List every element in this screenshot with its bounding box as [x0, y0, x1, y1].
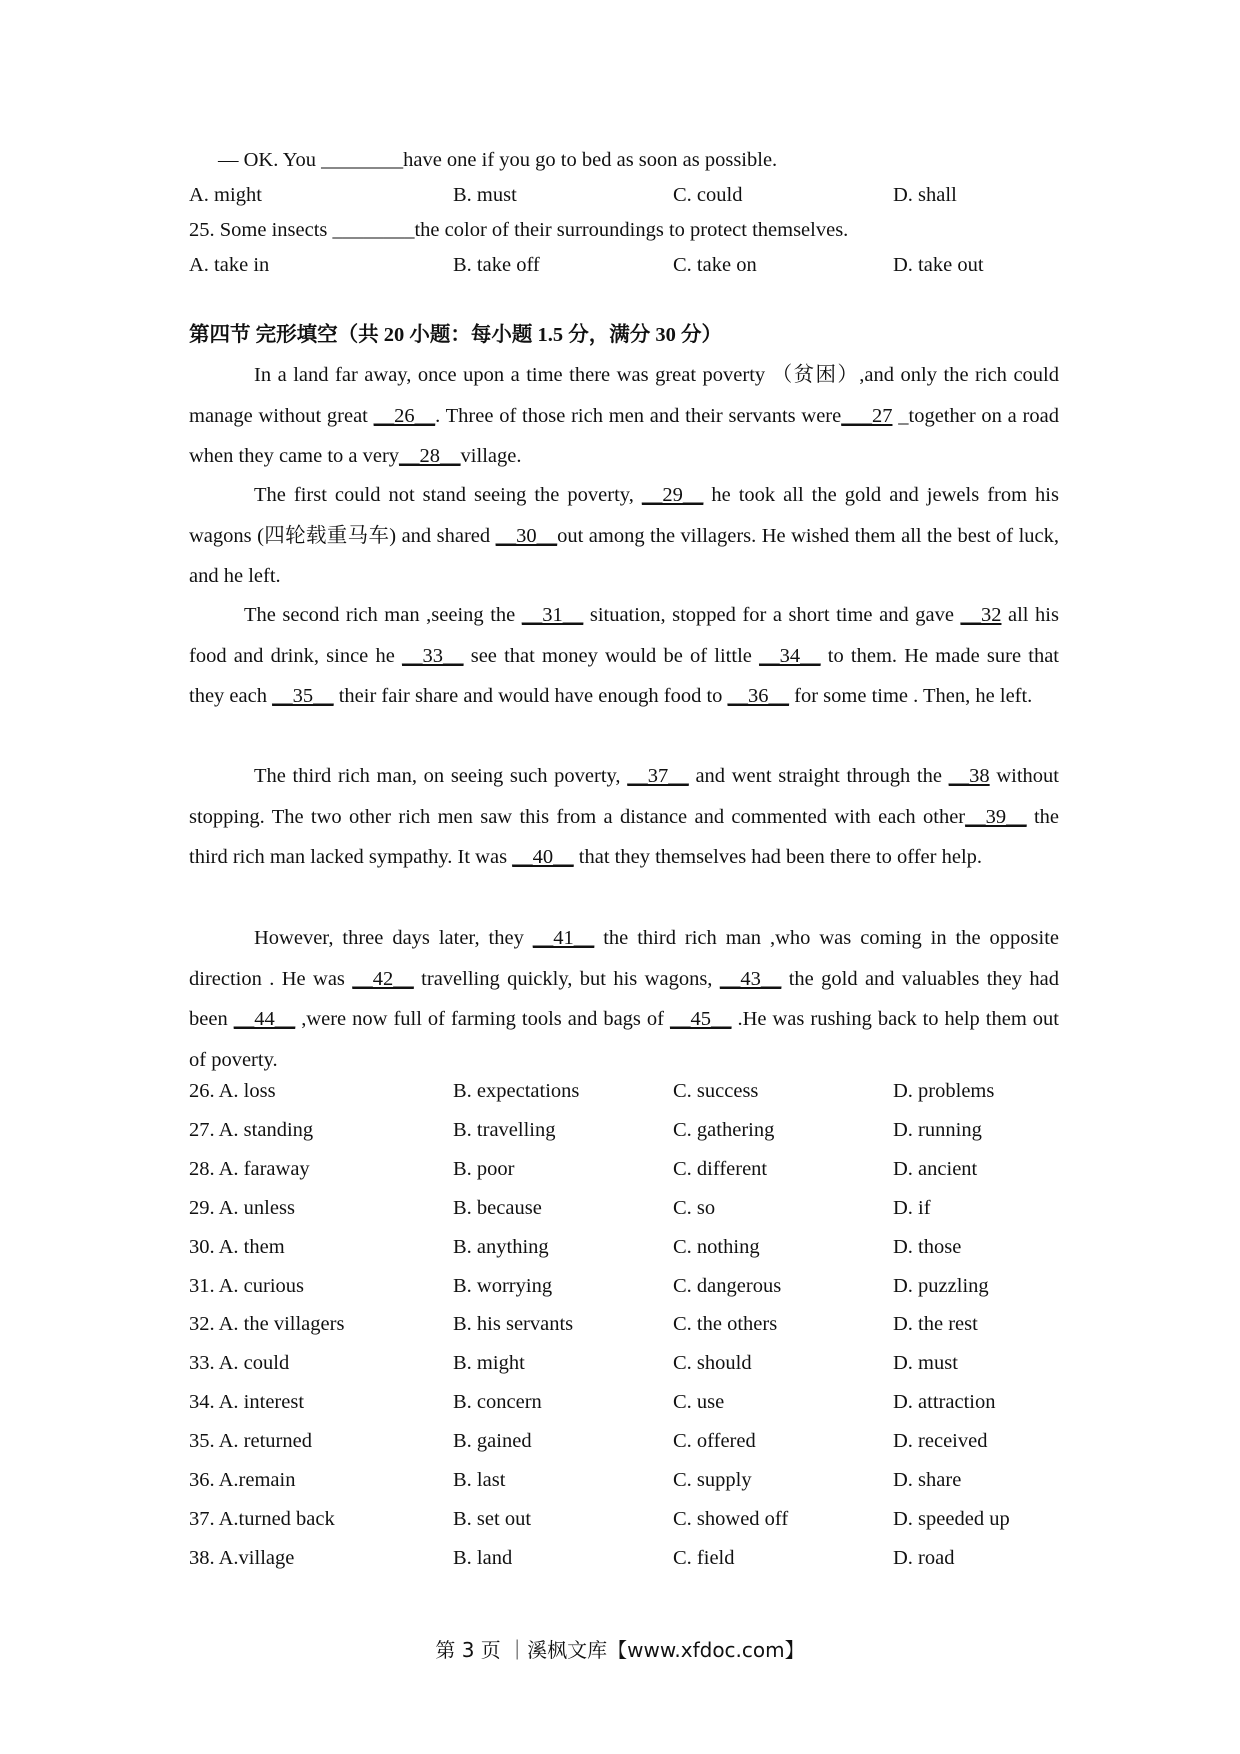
blank-32: __32 [960, 604, 1002, 626]
option-a: 26. A. loss [189, 1080, 276, 1102]
option-d: D. puzzling [893, 1274, 989, 1297]
option-d: D. road [893, 1546, 955, 1569]
option-a: 32. A. the villagers [189, 1313, 345, 1336]
option-b: B. his servants [453, 1313, 574, 1336]
option-a: 31. A. curious [189, 1274, 305, 1297]
question-row [189, 1310, 1069, 1338]
option-c: C. use [673, 1391, 725, 1414]
option-d: D. if [893, 1196, 931, 1219]
question-25-stem: 25. Some insects ________the color of their surroundings to protect themselves. [189, 219, 849, 241]
question-row [189, 1388, 1069, 1416]
option-a: 28. A. faraway [189, 1157, 310, 1180]
question-row [189, 1194, 1069, 1222]
option-b: B. travelling [453, 1118, 556, 1141]
question-row [189, 1544, 1069, 1572]
option-d: D. received [893, 1430, 988, 1453]
passage-paragraph-4: The third rich man, on seeing such poverty, __37__ and went straight through the __38 without stopping. The two other rich men saw this from a distance and commented with each other__39__ the third rich man lacked sympathy. It was __40__ that they themselves had been there to offer help. [189, 765, 1059, 868]
option-c: C. showed off [673, 1507, 789, 1530]
option-c: C. take on [673, 254, 757, 276]
option-b: B. worrying [453, 1274, 553, 1297]
option-d: D. speeded up [893, 1507, 1010, 1530]
option-d: D. share [893, 1469, 962, 1491]
option-c: C. field [673, 1546, 735, 1569]
option-b: B. last [453, 1469, 506, 1491]
option-d: D. those [893, 1235, 962, 1258]
passage-paragraph-2: The first could not stand seeing the poverty, __29__ he took all the gold and jewels from his wagons (四轮载重马车) and shared __30__out among the villagers. He wished them all the best of luck, and he left. [189, 484, 1059, 587]
question-25-options [189, 251, 1069, 279]
blank-43: __43__ [719, 967, 782, 990]
blank-39: __39__ [965, 805, 1027, 828]
blank-41: __41__ [532, 927, 595, 949]
option-d: D. ancient [893, 1157, 978, 1180]
option-b: B. poor [453, 1157, 515, 1180]
blank-40: __40__ [512, 846, 574, 868]
option-a: 27. A. standing [189, 1118, 314, 1141]
blank-27: ___27 [841, 404, 893, 427]
option-a: 37. A.turned back [189, 1507, 335, 1530]
blank-36: __36__ [727, 685, 790, 707]
question-row [189, 1233, 1069, 1261]
option-c: C. supply [673, 1469, 752, 1491]
option-d: D. must [893, 1352, 958, 1375]
blank-42: __42__ [352, 967, 414, 990]
option-c: C. nothing [673, 1235, 760, 1258]
question-row [189, 1116, 1069, 1144]
question-row [189, 1349, 1069, 1377]
option-b: B. might [453, 1352, 525, 1375]
option-a: 29. A. unless [189, 1196, 295, 1219]
option-b: B. expectations [453, 1080, 580, 1102]
blank-45: __45__ [669, 1008, 732, 1030]
option-a: A. take in [189, 254, 270, 276]
option-b: B. anything [453, 1235, 549, 1258]
question-row [189, 1505, 1069, 1533]
question-row [189, 1272, 1069, 1300]
question-24-options [189, 181, 1069, 209]
question-24-continuation: — OK. You ________have one if you go to bed as soon as possible. [218, 149, 778, 171]
option-d: D. running [893, 1118, 982, 1141]
blank-38: __38 [948, 765, 990, 787]
passage-paragraph-3: The second rich man ,seeing the __31__ situation, stopped for a short time and gave __32 all his food and drink, since he __33__ see that money would be of little __34__ to them. He made sure that they each __35__ their fair share and would have enough food to __36__ for some time . Then, he left. [189, 604, 1059, 707]
option-c: C. gathering [673, 1118, 775, 1141]
passage-paragraph-1: In a land far away, once upon a time there was great poverty （贫困）,and only the rich could manage without great __26__. Three of those rich men and their servants were___27 _together on a road when they came to a very__28__village. [189, 364, 1059, 467]
blank-44: __44__ [233, 1008, 296, 1030]
option-a: 34. A. interest [189, 1391, 305, 1414]
option-b: B. land [453, 1546, 513, 1569]
option-a: 35. A. returned [189, 1430, 312, 1453]
page-footer: 第 3 页 ｜溪枫文库【www.xfdoc.com】 [435, 1638, 805, 1662]
blank-29: __29__ [641, 484, 704, 506]
option-b: B. set out [453, 1507, 532, 1530]
blank-30: __30__ [495, 524, 558, 547]
section-heading: 第四节 完形填空（共 20 小题：每小题 1.5 分，满分 30 分） [189, 324, 722, 346]
option-a: 36. A.remain [189, 1469, 296, 1491]
blank-37: __37__ [627, 765, 689, 787]
option-a: 30. A. them [189, 1235, 285, 1258]
option-c: C. success [673, 1080, 759, 1102]
option-d: D. problems [893, 1080, 995, 1102]
option-c: C. different [673, 1157, 768, 1180]
question-row [189, 1427, 1069, 1455]
option-c: C. offered [673, 1430, 756, 1453]
option-b: B. concern [453, 1391, 542, 1414]
blank-34: __34__ [759, 644, 821, 667]
option-b: B. take off [453, 254, 540, 276]
option-a: A. might [189, 184, 262, 206]
option-c: C. so [673, 1196, 716, 1219]
option-d: D. shall [893, 184, 957, 206]
option-b: B. because [453, 1196, 542, 1219]
blank-35: __35__ [272, 685, 334, 707]
question-row [189, 1466, 1069, 1494]
option-d: D. take out [893, 254, 984, 276]
option-c: C. the others [673, 1313, 778, 1336]
blank-33: __33__ [402, 644, 464, 667]
option-c: C. should [673, 1352, 752, 1375]
option-b: B. must [453, 184, 517, 206]
blank-28: __28__ [399, 445, 461, 467]
option-a: 38. A.village [189, 1546, 295, 1569]
option-d: D. attraction [893, 1391, 996, 1414]
question-row [189, 1077, 1069, 1105]
option-c: C. could [673, 184, 743, 206]
question-row [189, 1155, 1069, 1183]
option-a: 33. A. could [189, 1352, 290, 1375]
option-d: D. the rest [893, 1313, 978, 1336]
blank-31: __31__ [521, 604, 584, 626]
option-b: B. gained [453, 1430, 532, 1453]
passage-paragraph-5: However, three days later, they __41__ the third rich man ,who was coming in the opposite direction . He was __42__ travelling quickly, but his wagons, __43__ the gold and valuables they had been __44__ ,were now full of farming tools and bags of __45__ .He was rushing back to help them out of poverty. [189, 927, 1060, 1071]
blank-26: __26__ [373, 404, 436, 427]
option-c: C. dangerous [673, 1274, 782, 1297]
